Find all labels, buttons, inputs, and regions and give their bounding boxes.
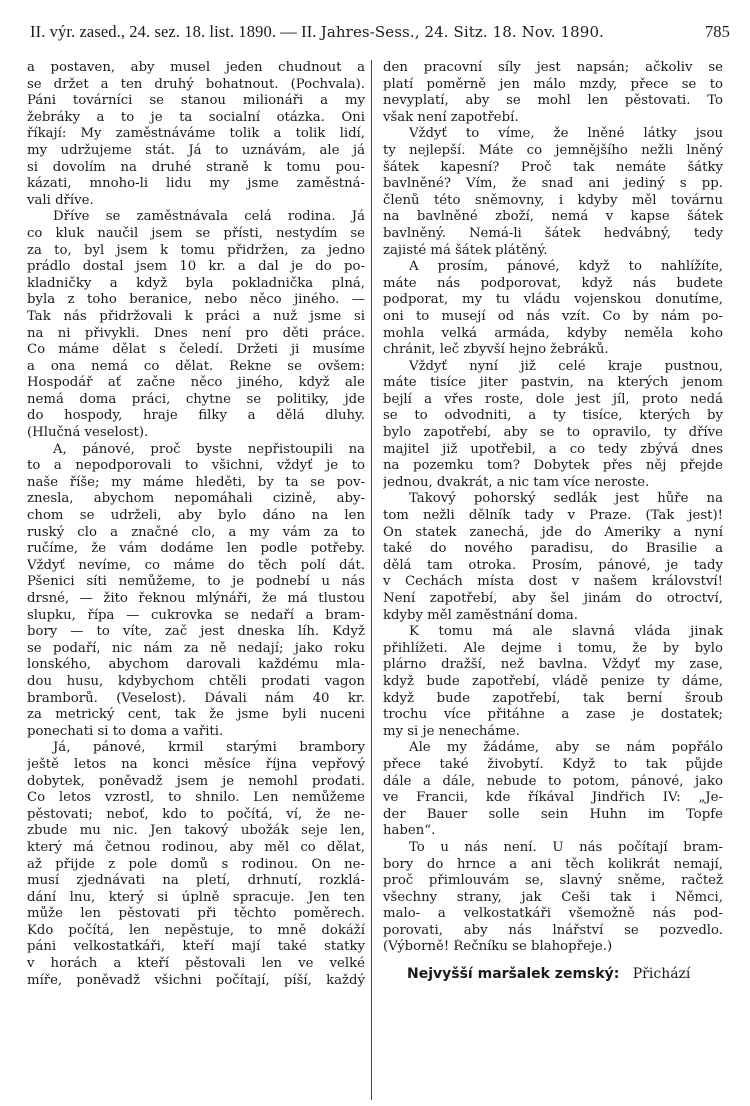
text-line: se podaří, nic nám za ně nedají; jako roku xyxy=(27,640,365,656)
text-line: za to, byl jsem k tomu přidržen, za jedno xyxy=(27,242,365,258)
text-line: máte nás podporovat, když nás budete xyxy=(383,275,723,291)
text-line: Dříve se zaměstnávala celá rodina. Já xyxy=(53,209,365,225)
text-line: Páni továrníci se stanou milionáři a my xyxy=(27,93,365,109)
text-line: my udržujeme stát. Já to uznávám, ale já xyxy=(27,142,365,158)
text-line: páni velkostatkáři, kteří mají také statky xyxy=(27,939,365,955)
text-line: ponechati si to doma a vařiti. xyxy=(27,723,224,739)
speaker-name: Nejvyšší maršalek zemský: xyxy=(407,966,620,983)
header-session-czech: II. výr. zased., 24. sez. 18. list. 1890. — II. xyxy=(30,22,317,41)
text-line: musí zjednávati na pletí, drhnutí, rozklá- xyxy=(27,873,365,889)
text-line: Není zapotřebí, aby šel jinám do otroctví, xyxy=(383,591,723,606)
text-line: Hospodář ať začne něco jiného, když ale xyxy=(27,375,365,391)
text-line: a postaven, aby musel jeden chudnout a xyxy=(27,60,365,75)
text-line: přece také živobytí. Když to tak půjde xyxy=(383,756,723,772)
text-line: míře, poněvadž všichni počítají, píší, každý xyxy=(27,972,365,988)
text-line: bavlněný. Nemá-li šátek hedvábný, tedy xyxy=(383,225,723,241)
text-line: vali dříve. xyxy=(27,192,94,208)
text-line: na pozemku tom? Dobytek přes něj přejde xyxy=(383,458,723,474)
speaker-text: Přichází xyxy=(632,966,691,983)
text-line: On statek zanechá, jde do Ameriky a nyní xyxy=(383,524,723,540)
text-line: kladničky a když byla pokladnička plná, xyxy=(27,275,365,291)
text-line: den pracovní síly jest napsán; ačkoliv se xyxy=(383,60,723,75)
text-line: Vždyť to víme, že lněné látky jsou xyxy=(409,126,723,142)
text-line: porovati, aby nás lnářství se pozvedlo. xyxy=(383,922,723,938)
text-line: malo- a velkostatkáři všemožně nás pod- xyxy=(383,906,723,922)
text-line: nemá doma práci, chytne se politiky, jde xyxy=(27,391,365,407)
text-line: ještě letos na konci měsíce října vepřový xyxy=(27,756,365,772)
left-column xyxy=(27,60,372,1100)
text-line: nevyplatí, aby se mohl len pěstovati. To xyxy=(383,93,723,109)
text-line: do hospody, hraje filky a dělá dluhy. xyxy=(27,408,365,424)
text-line: Kdo počítá, len nepěstuje, to mně dokáží xyxy=(27,922,365,938)
page-number: 785 xyxy=(704,22,730,41)
text-line: ručíme, že vám dodáme len podle potřeby. xyxy=(27,541,365,557)
text-line: Já, pánové, krmil starými brambory xyxy=(53,740,365,756)
text-line: dání lnu, který si úplně spracuje. Jen ten xyxy=(27,889,365,905)
text-line: my si je nenecháme. xyxy=(383,723,520,739)
text-line: podporat, my tu vládu vojenskou donutíme, xyxy=(383,292,723,308)
text-line: ty nejlepší. Máte co jemnějšího nežli lněný xyxy=(383,142,723,158)
text-line: naše říše; my máme hleděti, by ta se pov- xyxy=(27,474,365,490)
text-line: může len pěstovati při těchto poměrech. xyxy=(27,906,365,922)
text-line: bejlí a vřes roste, dole jest jíl, proto nedá xyxy=(383,391,723,407)
text-line: se to odvodniti, a ty tisíce, kterých by xyxy=(383,408,723,424)
text-line: dělá tam otroka. Prosím, pánové, je tady xyxy=(383,557,723,573)
text-line: platí poměrně jen málo mzdy, přece se to xyxy=(383,76,723,92)
text-line: si dovolím na druhé straně k tomu pou- xyxy=(27,159,365,175)
text-line: ruský clo a značné clo, a my vám za to xyxy=(27,524,365,540)
text-line: žebráky a to je ta socialní otázka. Oni xyxy=(27,109,365,125)
text-line: v horách a kteří pěstovali len ve velké xyxy=(27,956,365,972)
text-line: se držet a ten druhý bohatnout. (Pochvala). xyxy=(27,76,365,92)
text-line: bory do hrnce a ani těch kolikrát nemají, xyxy=(383,856,723,872)
text-line: členů této sněmovny, i kdyby měl továrnu xyxy=(383,192,723,208)
header-session-german: Jahres-Sess., 24. Sitz. 18. Nov. 1890. xyxy=(320,23,604,41)
text-line: až přijde z pole domů s rodinou. On ne- xyxy=(27,856,365,872)
text-line: máte tisíce jiter pastvin, na kterých jenom xyxy=(383,375,723,391)
text-line: Co máme dělat s čeledí. Držeti ji musíme xyxy=(27,342,365,358)
text-line: Vždyť nevíme, co máme do těch polí dát. xyxy=(27,557,365,573)
speaker-line xyxy=(383,966,723,990)
text-line: oni to musejí od nás vzít. Co by nám po- xyxy=(383,308,723,324)
text-line: trochu více přitáhne a zase je dostatek; xyxy=(383,707,723,723)
text-line: na bavlněné zboží, nemá v kapse šátek xyxy=(383,209,723,225)
text-line: Co letos vzrostl, to shnilo. Len nemůžeme xyxy=(27,790,365,806)
text-line: zbude mu nic. Jen takový ubožák seje len, xyxy=(27,823,365,839)
text-line: co kluk naučil jsem se přísti, nestydím se xyxy=(27,225,365,241)
text-line: pěstovati; neboť, kdo to počítá, ví, že ne- xyxy=(27,806,365,822)
text-line: a ona nemá co dělat. Řekne se ovšem: xyxy=(27,358,365,374)
text-line: kázati, mnoho-li lidu my jsme zaměstná- xyxy=(27,176,365,192)
text-line: byla z toho beranice, nebo něco jiného. — xyxy=(27,292,365,308)
text-line: plárno dražší, než bavlna. Vždyť my zase, xyxy=(383,657,723,673)
text-line: Takový pohorský sedlák jest hůře na xyxy=(409,491,723,507)
text-line: zajisté má šátek plátěný. xyxy=(383,242,548,258)
text-line: říkají: My zaměstnáváme tolik a tolik lidí, xyxy=(27,126,365,142)
text-line: přihlížeti. Ale dejme i tomu, že by bylo xyxy=(383,640,723,656)
text-line: To u nás není. U nás počítají bram- xyxy=(409,839,723,855)
text-line: bylo zapotřebí, aby se to opravilo, ty dříve xyxy=(383,425,723,441)
text-line: K tomu má ale slavná vláda jinak xyxy=(409,624,723,640)
text-line: však není zapotřebí. xyxy=(383,109,519,125)
text-line: když bude zapotřebí, tak berní šroub xyxy=(383,690,723,706)
text-line: slupku, řípa — cukrovka se nedaří a bram- xyxy=(27,607,365,623)
text-line: tom nežli dělník tady v Praze. (Tak jest)! xyxy=(383,508,723,524)
text-line: drsné, — žito řeknou mlýnáři, že má tlustou xyxy=(27,591,365,606)
text-line: Tak nás přidržovali k práci a nuž jsme si xyxy=(27,308,365,324)
text-line: v Čechách místa dost v našem království! xyxy=(383,574,723,590)
text-line: proč přimlouvám se, slavný sněme, račtež xyxy=(383,873,723,889)
right-column xyxy=(383,60,723,990)
text-line: majitel již upotřebil, a co tedy zbývá dnes xyxy=(383,441,723,457)
text-line: všechny strany, jak Češi tak i Němci, xyxy=(383,889,723,905)
text-line: za metrický cent, tak že jsme byli nuceni xyxy=(27,707,365,723)
text-line: znesla, abychom nepomáhali cizině, aby- xyxy=(27,491,365,507)
text-line: prádlo dostal jsem 10 kr. a dal je do po- xyxy=(27,259,365,275)
text-line: A prosím, pánové, když to nahlížíte, xyxy=(409,259,723,275)
text-line: když bude zapotřebí, vládě penize ty dáme, xyxy=(383,673,723,689)
text-line: dobytek, poněvadž jsem je nemohl prodati. xyxy=(27,773,365,789)
text-line: Ale my žádáme, aby se nám popřálo xyxy=(409,740,723,756)
text-line: dále a dále, nebude to potom, pánové, jako xyxy=(383,773,723,789)
text-line: jednou, dvakrát, a nic tam více neroste. xyxy=(383,474,650,490)
text-line: haben“. xyxy=(383,823,436,839)
text-line: der Bauer solle sein Huhn im Topfe xyxy=(383,806,723,822)
page-header xyxy=(30,22,730,46)
text-line: na ni přivykli. Dnes není pro děti práce. xyxy=(27,325,365,341)
text-line: A, pánové, proč byste nepřistoupili na xyxy=(53,441,365,457)
text-line: Pšenici síti nemůžeme, to je podnebí u nás xyxy=(27,574,365,590)
text-line: (Výborně! Řečníku se blahopřeje.) xyxy=(383,939,613,955)
text-line: (Hlučná veselost). xyxy=(27,425,149,441)
text-line: mohla velká armáda, kdyby neměla koho xyxy=(383,325,723,341)
text-line: to a nepodporovali to všichni, vždyť je to xyxy=(27,458,365,474)
text-line: chom se udrželi, aby bylo dáno na len xyxy=(27,508,365,524)
text-line: bramborů. (Veselost). Dávali nám 40 kr. xyxy=(27,690,365,706)
text-line: bory — to víte, zač jest dneska líh. Když xyxy=(27,624,365,640)
text-line: který má četnou rodinou, aby měl co dělat, xyxy=(27,839,365,855)
text-line: Vždyť nyní již celé kraje pustnou, xyxy=(409,358,723,374)
text-line: chránit, leč zbyvší hejno žebráků. xyxy=(383,342,609,358)
text-line: bavlněné? Vím, že snad ani jediný s pp. xyxy=(383,176,723,192)
text-line: lonského, abychom darovali každému mla- xyxy=(27,657,365,673)
text-line: také do nového paradisu, do Brasilie a xyxy=(383,541,723,557)
text-line: kdyby měl zaměstnání doma. xyxy=(383,607,578,623)
text-line: dou husu, kdybychom chtěli prodati vagon xyxy=(27,673,365,689)
text-line: ve Francii, kde říkával Jindřich IV: „Je- xyxy=(383,790,723,806)
text-line: šátek kapesní? Proč tak nemáte šátky xyxy=(383,159,723,175)
